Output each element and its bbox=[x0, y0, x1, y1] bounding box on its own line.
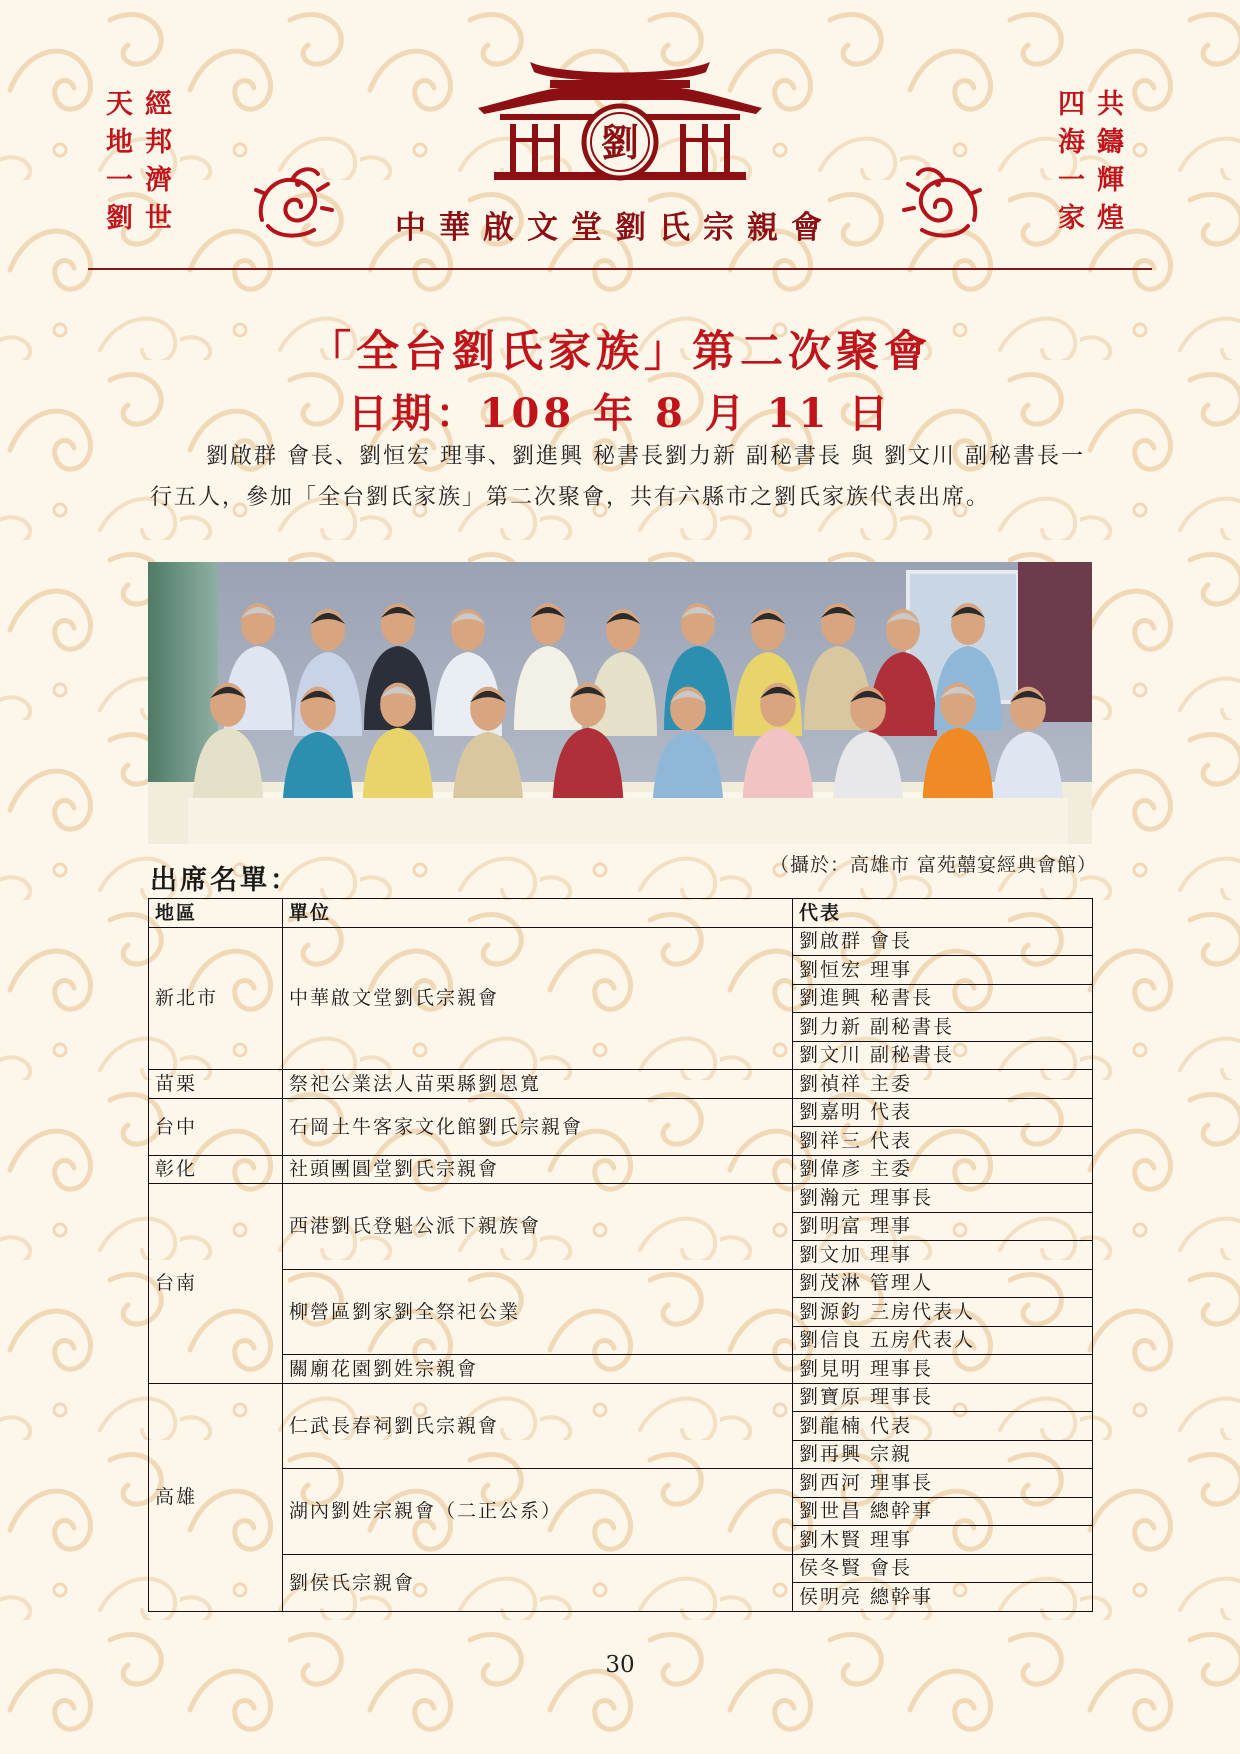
representative-cell: 劉文加 理事 bbox=[793, 1241, 1093, 1270]
attendance-table bbox=[148, 898, 1093, 1612]
couplet-right-col-a bbox=[1097, 88, 1124, 236]
representative-cell: 劉寶原 理事長 bbox=[793, 1383, 1093, 1412]
representative-cell: 劉見明 理事長 bbox=[793, 1355, 1093, 1384]
region-cell: 高雄 bbox=[149, 1383, 283, 1611]
table-row bbox=[149, 927, 1093, 956]
region-cell: 新北市 bbox=[149, 927, 283, 1070]
representative-cell: 劉祥三 代表 bbox=[793, 1127, 1093, 1156]
region-cell: 台南 bbox=[149, 1184, 283, 1384]
couplet-char: 鑄 bbox=[1097, 127, 1124, 158]
couplet-right-col-b bbox=[1058, 88, 1085, 236]
couplet-char: 世 bbox=[145, 203, 172, 234]
representative-cell: 劉西河 理事長 bbox=[793, 1469, 1093, 1498]
photo-caption: （攝於：高雄市 富苑囍宴經典會館） bbox=[770, 854, 1098, 876]
couplet-char: 邦 bbox=[145, 127, 172, 158]
unit-cell: 關廟花園劉姓宗親會 bbox=[283, 1355, 793, 1384]
representative-cell: 劉源鈞 三房代表人 bbox=[793, 1298, 1093, 1327]
column-header-representative: 代表 bbox=[793, 899, 1093, 928]
representative-cell: 劉瀚元 理事長 bbox=[793, 1184, 1093, 1213]
dragon-icon bbox=[902, 160, 988, 242]
article-title: 「全台劉氏家族」第二次聚會 bbox=[308, 327, 932, 377]
representative-cell: 劉力新 副秘書長 bbox=[793, 1013, 1093, 1042]
table-row bbox=[149, 1098, 1093, 1127]
representative-cell: 劉信良 五房代表人 bbox=[793, 1326, 1093, 1355]
representative-cell: 劉文川 副秘書長 bbox=[793, 1041, 1093, 1070]
unit-cell: 劉侯氏宗親會 bbox=[283, 1554, 793, 1611]
couplet-char: 共 bbox=[1097, 89, 1124, 120]
representative-cell: 侯冬賢 會長 bbox=[793, 1554, 1093, 1583]
couplet-left bbox=[106, 88, 172, 236]
unit-cell: 湖內劉姓宗親會（二正公系） bbox=[283, 1469, 793, 1555]
header-divider bbox=[88, 268, 1152, 270]
couplet-char: 一 bbox=[106, 165, 133, 196]
table-row bbox=[149, 1383, 1093, 1412]
table-row bbox=[149, 1554, 1093, 1583]
couplet-char: 煌 bbox=[1097, 203, 1124, 234]
couplet-left-col-a bbox=[145, 88, 172, 236]
unit-cell: 祭祀公業法人苗栗縣劉恩寬 bbox=[283, 1070, 793, 1099]
couplet-char: 劉 bbox=[106, 203, 133, 234]
couplet-char: 家 bbox=[1058, 203, 1085, 234]
org-name: 中華啟文堂劉氏宗親會 bbox=[395, 210, 835, 246]
couplet-char: 一 bbox=[1058, 165, 1085, 196]
column-header-region: 地區 bbox=[149, 899, 283, 928]
attendance-heading: 出席名單： bbox=[150, 865, 300, 896]
representative-cell: 劉茂淋 管理人 bbox=[793, 1269, 1093, 1298]
table-row bbox=[149, 1355, 1093, 1384]
seal-character: 劉 bbox=[600, 120, 640, 165]
article-date: 日期：108 年 8 月 11 日 bbox=[347, 390, 893, 437]
couplet-left-col-b bbox=[106, 88, 133, 236]
page-number: 30 bbox=[605, 1652, 635, 1678]
unit-cell: 社頭團圓堂劉氏宗親會 bbox=[283, 1155, 793, 1184]
region-cell: 台中 bbox=[149, 1098, 283, 1155]
column-header-unit: 單位 bbox=[283, 899, 793, 928]
representative-cell: 劉恒宏 理事 bbox=[793, 956, 1093, 985]
representative-cell: 劉嘉明 代表 bbox=[793, 1098, 1093, 1127]
couplet-char: 地 bbox=[106, 127, 133, 158]
temple-logo bbox=[470, 52, 770, 192]
region-cell: 苗栗 bbox=[149, 1070, 283, 1099]
group-photo bbox=[148, 562, 1092, 844]
couplet-char: 經 bbox=[145, 89, 172, 120]
representative-cell: 劉龍楠 代表 bbox=[793, 1412, 1093, 1441]
couplet-char: 海 bbox=[1058, 127, 1085, 158]
couplet-char: 四 bbox=[1058, 89, 1085, 120]
representative-cell: 劉禎祥 主委 bbox=[793, 1070, 1093, 1099]
representative-cell: 劉明富 理事 bbox=[793, 1212, 1093, 1241]
dragon-icon bbox=[248, 160, 334, 242]
representative-cell: 劉偉彥 主委 bbox=[793, 1155, 1093, 1184]
unit-cell: 仁武長春祠劉氏宗親會 bbox=[283, 1383, 793, 1469]
couplet-char: 輝 bbox=[1097, 165, 1124, 196]
representative-cell: 劉再興 宗親 bbox=[793, 1440, 1093, 1469]
unit-cell: 石岡土牛客家文化館劉氏宗親會 bbox=[283, 1098, 793, 1155]
intro-paragraph: 劉啟群 會長、劉恒宏 理事、劉進興 秘書長劉力新 副秘書長 與 劉文川 副秘書長一行五人，參加「全台劉氏家族」第二次聚會，共有六縣市之劉氏家族代表出席。 bbox=[150, 444, 1085, 510]
couplet-char: 天 bbox=[106, 89, 133, 120]
table-row bbox=[149, 1469, 1093, 1498]
representative-cell: 劉進興 秘書長 bbox=[793, 984, 1093, 1013]
region-cell: 彰化 bbox=[149, 1155, 283, 1184]
table-header-row bbox=[149, 899, 1093, 928]
representative-cell: 侯明亮 總幹事 bbox=[793, 1583, 1093, 1612]
table-row bbox=[149, 1155, 1093, 1184]
unit-cell: 西港劉氏登魁公派下親族會 bbox=[283, 1184, 793, 1270]
unit-cell: 柳營區劉家劉全祭祀公業 bbox=[283, 1269, 793, 1355]
representative-cell: 劉啟群 會長 bbox=[793, 927, 1093, 956]
representative-cell: 劉世昌 總幹事 bbox=[793, 1497, 1093, 1526]
table-row bbox=[149, 1269, 1093, 1298]
couplet-right bbox=[1058, 88, 1124, 236]
representative-cell: 劉木賢 理事 bbox=[793, 1526, 1093, 1555]
table-row bbox=[149, 1070, 1093, 1099]
unit-cell: 中華啟文堂劉氏宗親會 bbox=[283, 927, 793, 1070]
table-row bbox=[149, 1184, 1093, 1213]
couplet-char: 濟 bbox=[145, 165, 172, 196]
